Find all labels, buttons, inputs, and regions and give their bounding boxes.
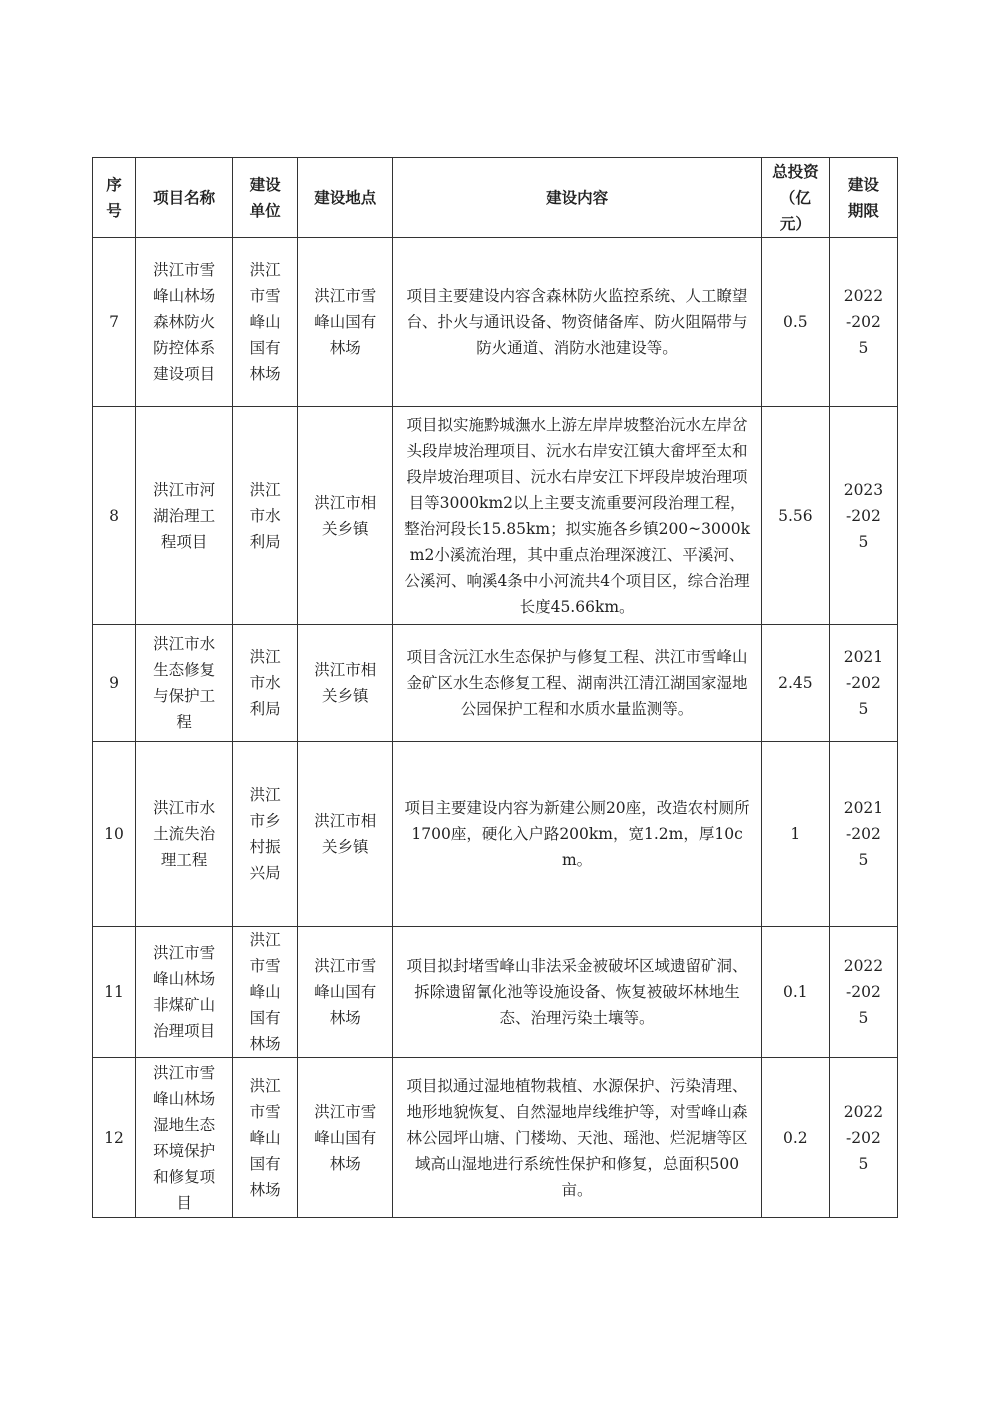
cell-seq: 10	[93, 742, 136, 927]
cell-investment: 5.56	[761, 407, 829, 625]
header-period: 建设期限	[829, 158, 897, 238]
cell-name: 洪江市雪峰山林场非煤矿山治理项目	[136, 927, 233, 1058]
cell-unit: 洪江市乡村振兴局	[233, 742, 298, 927]
cell-seq: 9	[93, 625, 136, 742]
cell-content: 项目拟实施黔城潕水上游左岸岸坡整治沅水左岸岔头段岸坡治理项目、沅水右岸安江镇大畲坪至太和段岸坡治理项目、沅水右岸安江下坪段岸坡治理项目等3000km2以上主要支流重要河段治理工程，整治河段长15.85km；拟实施各乡镇200~3000km2小溪流治理，其中重点治理深渡江、平溪河、公溪河、响溪4条中小河流共4个项目区，综合治理长度45.66km。	[393, 407, 761, 625]
cell-seq: 11	[93, 927, 136, 1058]
cell-investment: 0.2	[761, 1058, 829, 1218]
project-table	[92, 157, 898, 1218]
table-row	[93, 742, 898, 927]
cell-investment: 0.1	[761, 927, 829, 1058]
cell-name: 洪江市雪峰山林场湿地生态环境保护和修复项目	[136, 1058, 233, 1218]
cell-location: 洪江市相关乡镇	[298, 625, 393, 742]
cell-period: 2021-2025	[829, 742, 897, 927]
table-row	[93, 238, 898, 407]
cell-seq: 12	[93, 1058, 136, 1218]
cell-period: 2022-2025	[829, 238, 897, 407]
cell-investment: 1	[761, 742, 829, 927]
cell-unit: 洪江市雪峰山国有林场	[233, 238, 298, 407]
cell-name: 洪江市雪峰山林场森林防火防控体系建设项目	[136, 238, 233, 407]
cell-period: 2022-2025	[829, 1058, 897, 1218]
cell-unit: 洪江市水利局	[233, 407, 298, 625]
cell-unit: 洪江市水利局	[233, 625, 298, 742]
header-unit: 建设单位	[233, 158, 298, 238]
cell-name: 洪江市水土流失治理工程	[136, 742, 233, 927]
cell-period: 2023-2025	[829, 407, 897, 625]
header-seq: 序号	[93, 158, 136, 238]
cell-investment: 0.5	[761, 238, 829, 407]
cell-location: 洪江市相关乡镇	[298, 407, 393, 625]
cell-content: 项目拟封堵雪峰山非法采金被破坏区域遗留矿洞、拆除遗留氰化池等设施设备、恢复被破坏林地生态、治理污染土壤等。	[393, 927, 761, 1058]
cell-content: 项目拟通过湿地植物栽植、水源保护、污染清理、地形地貌恢复、自然湿地岸线维护等，对雪峰山森林公园坪山塘、门楼坳、天池、瑶池、烂泥塘等区域高山湿地进行系统性保护和修复，总面积500亩。	[393, 1058, 761, 1218]
cell-location: 洪江市雪峰山国有林场	[298, 927, 393, 1058]
cell-content: 项目含沅江水生态保护与修复工程、洪江市雪峰山金矿区水生态修复工程、湖南洪江清江湖国家湿地公园保护工程和水质水量监测等。	[393, 625, 761, 742]
header-investment: 总投资（亿元）	[761, 158, 829, 238]
cell-period: 2021-2025	[829, 625, 897, 742]
cell-unit: 洪江市雪峰山国有林场	[233, 1058, 298, 1218]
cell-unit: 洪江市雪峰山国有林场	[233, 927, 298, 1058]
header-content: 建设内容	[393, 158, 761, 238]
cell-seq: 8	[93, 407, 136, 625]
cell-name: 洪江市水生态修复与保护工程	[136, 625, 233, 742]
cell-content: 项目主要建设内容含森林防火监控系统、人工瞭望台、扑火与通讯设备、物资储备库、防火阻隔带与防火通道、消防水池建设等。	[393, 238, 761, 407]
cell-investment: 2.45	[761, 625, 829, 742]
cell-content: 项目主要建设内容为新建公厕20座，改造农村厕所1700座，硬化入户路200km，宽1.2m，厚10cm。	[393, 742, 761, 927]
table-row	[93, 407, 898, 625]
table-header-row	[93, 158, 898, 238]
cell-location: 洪江市相关乡镇	[298, 742, 393, 927]
header-name: 项目名称	[136, 158, 233, 238]
cell-location: 洪江市雪峰山国有林场	[298, 1058, 393, 1218]
cell-name: 洪江市河湖治理工程项目	[136, 407, 233, 625]
cell-location: 洪江市雪峰山国有林场	[298, 238, 393, 407]
header-location: 建设地点	[298, 158, 393, 238]
cell-seq: 7	[93, 238, 136, 407]
table-row	[93, 625, 898, 742]
table-row	[93, 927, 898, 1058]
table-row	[93, 1058, 898, 1218]
cell-period: 2022-2025	[829, 927, 897, 1058]
